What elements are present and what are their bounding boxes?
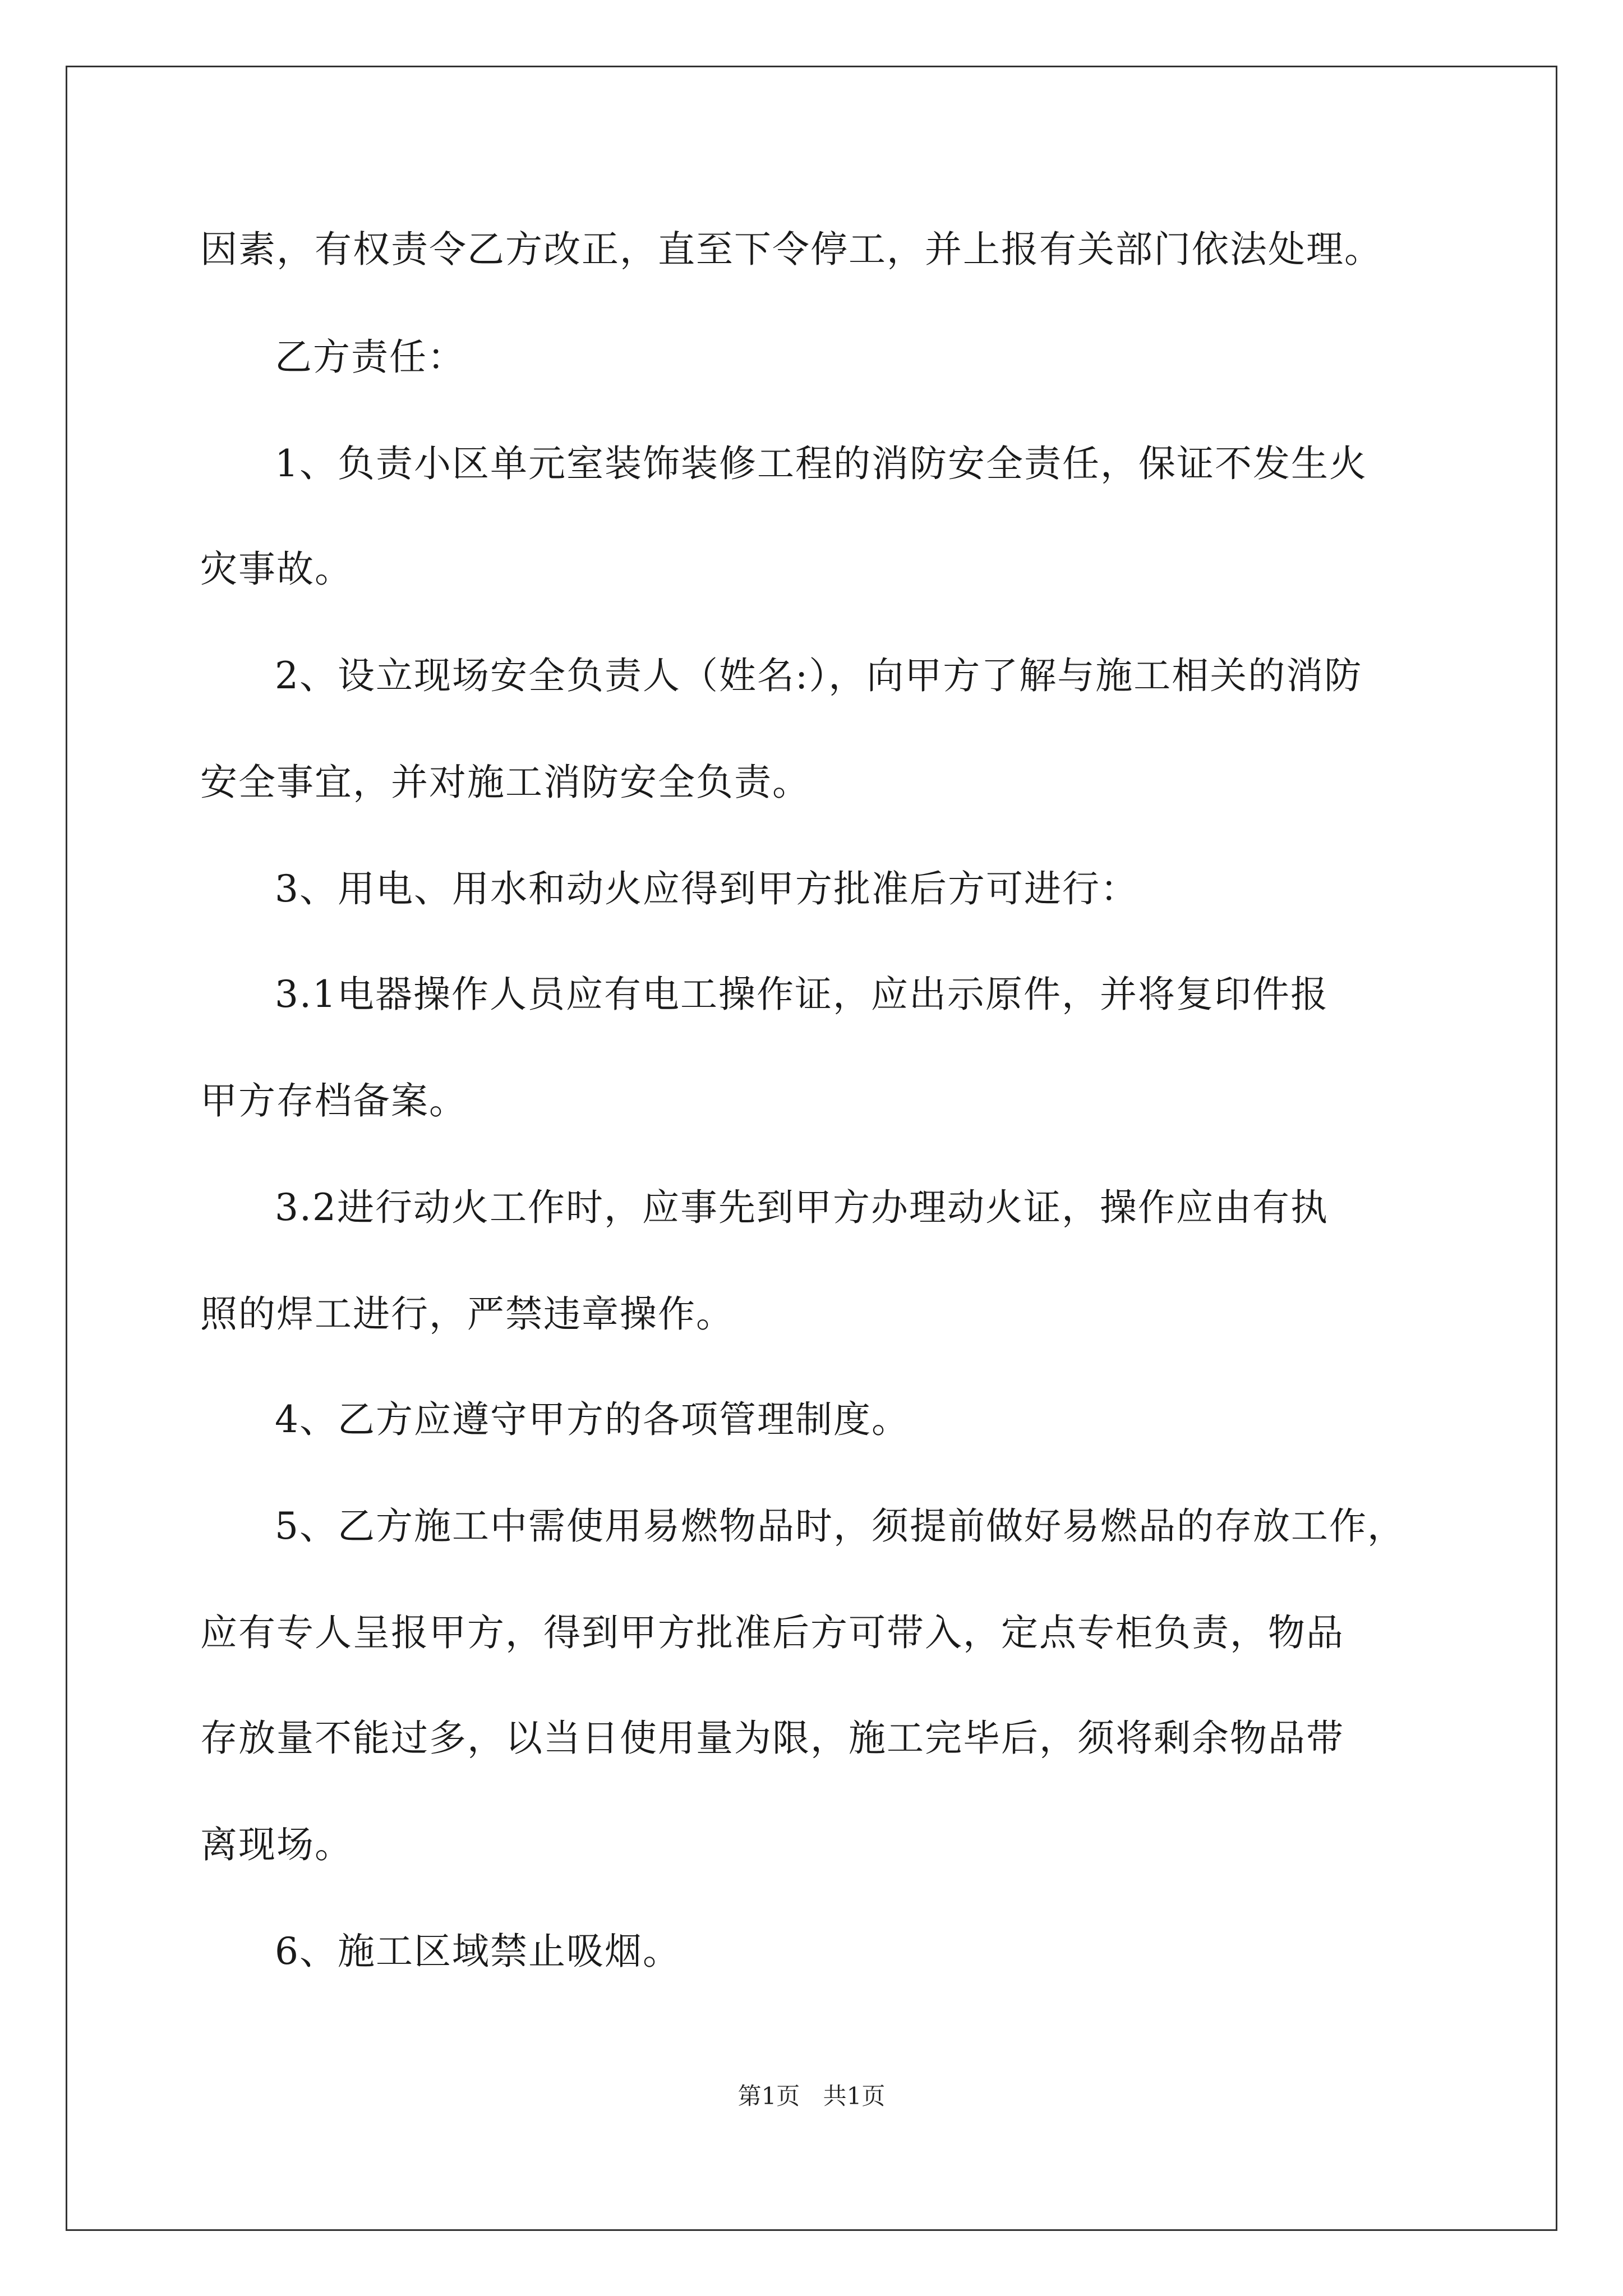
text-line: 安全事宜，并对施工消防安全负责。 xyxy=(200,761,810,804)
text-line: 照的焊工进行，严禁违章操作。 xyxy=(200,1292,734,1336)
text-line: 3.2进行动火工作时，应事先到甲方办理动火证，操作应由有执 xyxy=(275,1186,1329,1229)
page-number: 第1页 xyxy=(737,2082,800,2110)
page-total: 共1页 xyxy=(823,2082,886,2110)
text-line: 乙方责任： xyxy=(275,335,465,379)
text-line: 灾事故。 xyxy=(200,547,353,591)
text-line: 甲方存档备案。 xyxy=(200,1079,467,1122)
text-line: 1、负责小区单元室装饰装修工程的消防安全责任，保证不发生火 xyxy=(275,442,1367,485)
text-line: 5、乙方施工中需使用易燃物品时，须提前做好易燃品的存放工作， xyxy=(275,1504,1405,1548)
text-line: 2、设立现场安全负责人（姓名:），向甲方了解与施工相关的消防 xyxy=(275,654,1363,697)
text-line: 3、用电、用水和动火应得到甲方批准后方可进行： xyxy=(275,867,1138,910)
text-line: 6、施工区域禁止吸烟。 xyxy=(275,1930,681,1973)
page-border xyxy=(66,66,1557,2231)
text-line: 存放量不能过多，以当日使用量为限，施工完毕后，须将剩余物品带 xyxy=(200,1717,1344,1760)
text-line: 应有专人呈报甲方，得到甲方批准后方可带入，定点专柜负责，物品 xyxy=(200,1611,1344,1654)
text-line: 离现场。 xyxy=(200,1823,353,1866)
text-line: 4、乙方应遵守甲方的各项管理制度。 xyxy=(275,1398,910,1441)
text-line: 3.1电器操作人员应有电工操作证，应出示原件，并将复印件报 xyxy=(275,973,1329,1016)
text-line: 因素，有权责令乙方改正，直至下令停工，并上报有关部门依法处理。 xyxy=(200,228,1382,271)
page-footer xyxy=(0,2079,1623,2113)
